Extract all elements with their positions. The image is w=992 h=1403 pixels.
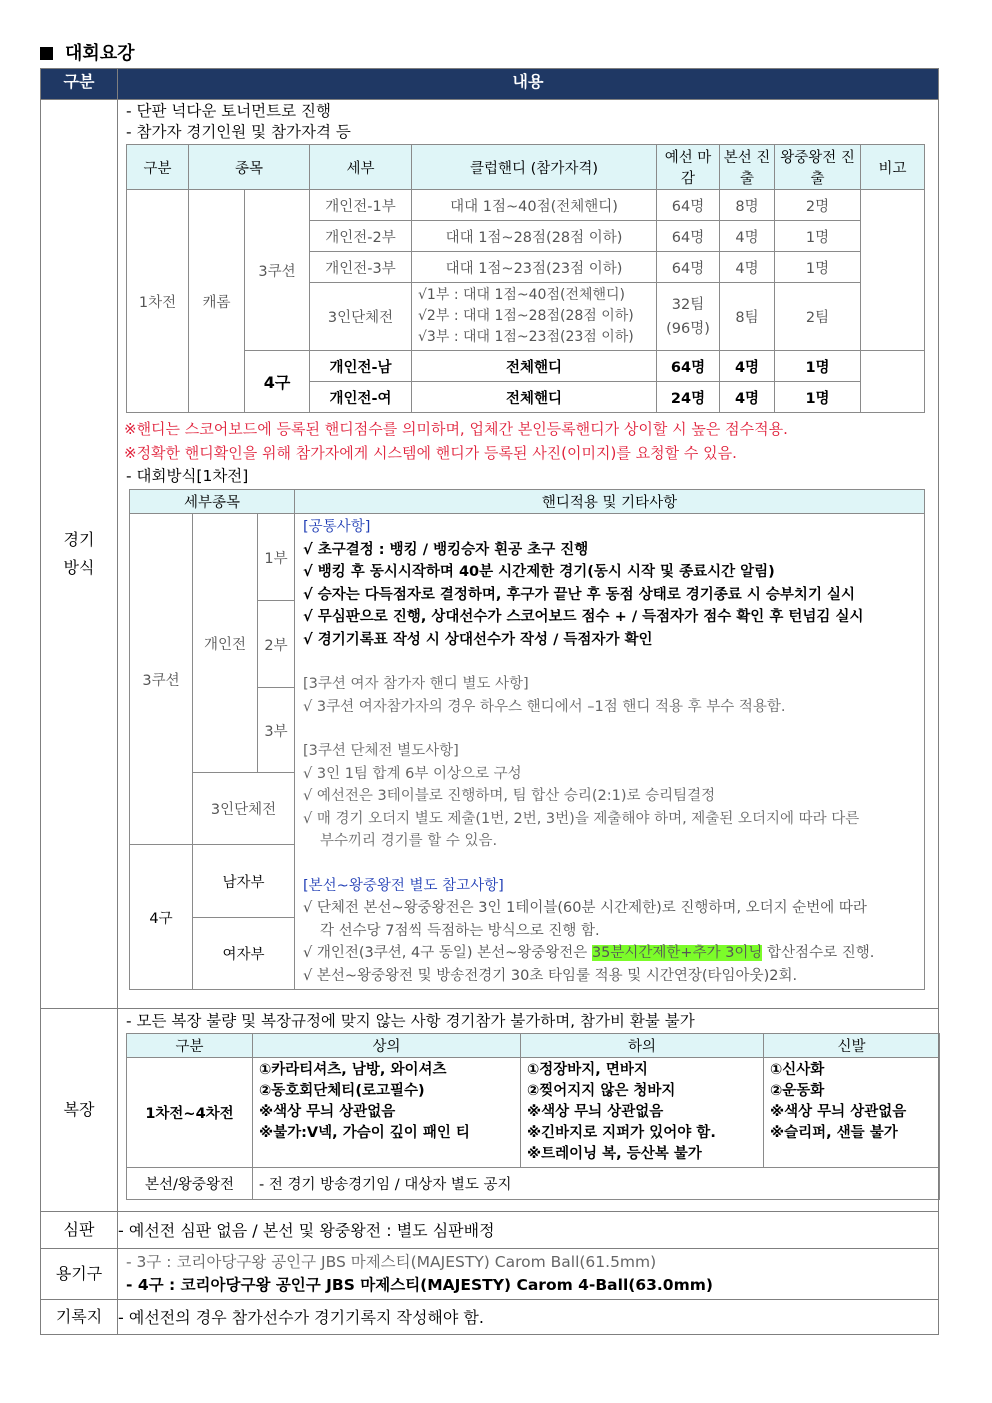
final-cell: 8팀 [720,283,775,351]
cushion3-cell: 3쿠션 [130,514,193,845]
th-king: 왕중왕전 진출 [775,145,861,190]
common-title: [공통사항] [303,519,371,535]
final-rule-text: 합산점수로 진행. [762,945,875,961]
game-row [41,100,939,1009]
method-th-rules: 핸디적용 및 기타사항 [295,490,925,514]
detail-cell: 3인단체전 [310,283,412,351]
th-final: 본선 진출 [720,145,775,190]
event-cell: 캐롬 [189,190,245,413]
final-cell: 4명 [720,351,775,382]
dress-final-label: 본선/왕중왕전 [127,1168,253,1200]
section-title-text: 대회요강 [65,43,135,64]
method-table [129,489,925,990]
header-col2: 내용 [118,69,939,100]
common-rule: √ 무심판으로 진행, 상대선수가 스코어보드 점수 + / 득점자가 점수 확인 후 턴넘김 실시 [303,609,864,625]
referee-label: 심판 [41,1212,118,1249]
qual-cell: 전체핸디 [412,351,657,382]
square-bullet-icon [40,47,53,60]
th-event: 종목 [189,145,310,190]
main-table [40,68,939,1335]
dress-th-division: 구분 [127,1034,253,1058]
shoes-cell [764,1058,940,1168]
equipment-label: 용기구 [41,1249,118,1300]
qual-cell: 대대 1점~28점(28점 이하) [412,221,657,252]
top-cell [253,1058,521,1168]
deadline-cell: 24명 [657,382,720,413]
division-cell: 1부 [258,514,295,601]
dress-th-shoes: 신발 [764,1034,940,1058]
shoes-item: ①신사화 [770,1062,825,1078]
division-cell: 2부 [258,601,295,688]
intro-line-1: - 단판 넉다운 토너먼트로 진행 [126,102,331,120]
common-rule: √ 승자는 다득점자로 결정하며, 후구가 끝난 후 동점 상태로 경기종료 시 승부치기 실시 [303,586,856,603]
method-header-row [130,490,925,514]
final-rule-text: √ 개인전(3쿠션, 4구 동일) 본선~왕중왕전은 [303,945,592,961]
record-text: - 예선전의 경우 참가선수가 경기기록지 작성해야 함. [118,1300,939,1335]
cushion3-cell: 3쿠션 [245,190,310,351]
top-item: ※색상 무늬 상관없음 [259,1104,396,1120]
common-rule: √ 뱅킹 후 동시시작하며 40분 시간제한 경기(동시 시작 및 종료시간 알림) [303,564,775,580]
team-rule: √ 3인 1팀 합계 6부 이상으로 구성 [303,765,522,782]
final-cell: 4명 [720,221,775,252]
dress-row [41,1009,939,1212]
page [40,40,938,1335]
men-cell: 남자부 [193,845,295,918]
highlighted-time-rule: 35분시간제한+추가 3이닝 [591,945,763,961]
final-rule [303,942,920,965]
team3-cell: 3인단체전 [193,773,295,845]
equipment-3ball: - 3구 : 코리아당구왕 공인구 JBS 마제스티(MAJESTY) Carom Ball(61.5mm) [126,1253,657,1271]
final-rule: √ 본선~왕중왕전 및 방송전경기 30초 타임룰 적용 및 시간연장(타임아웃)2회. [303,967,798,984]
king-cell: 1명 [775,351,861,382]
top-item: ①카라티셔츠, 남방, 와이셔츠 [259,1062,447,1078]
th-handicap: 클럽핸디 (참가자격) [412,145,657,190]
referee-row [41,1212,939,1249]
section-title [40,40,938,68]
deadline-cell: 64명 [657,351,720,382]
qual-line: √1부 : 대대 1점~40점(전체핸디) [418,287,626,303]
deadline-cell: 64명 [657,221,720,252]
team-rule: 부수끼리 경기를 할 수 있음. [320,833,498,849]
ball4-cell: 4구 [245,351,310,413]
final-rule: 각 선수당 7점씩 득점하는 방식으로 진행 함. [320,922,600,939]
detail-cell: 개인전-1부 [310,190,412,221]
note-cell [861,190,925,351]
king-cell: 1명 [775,221,861,252]
qual-cell: 대대 1점~23점(23점 이하) [412,252,657,283]
individual-cell: 개인전 [193,514,258,773]
ball4-cell: 4구 [130,845,193,990]
team-title: [3쿠션 단체전 별도사항] [303,743,459,759]
dress-header-row [127,1034,940,1058]
detail-cell: 개인전-여 [310,382,412,413]
king-cell: 1명 [775,382,861,413]
top-item: ②동호회단체티(로고필수) [259,1083,425,1099]
participants-table [126,144,925,413]
participants-header-row [127,145,925,190]
dress-label: 복장 [41,1009,118,1212]
bottom-item: ※트레이닝 복, 등산복 불가 [527,1146,702,1162]
king-cell: 2팀 [775,283,861,351]
common-rule: √ 초구결정 : 뱅킹 / 뱅킹승자 흰공 초구 진행 [303,541,589,558]
deadline-cell: 64명 [657,252,720,283]
note-cell [861,351,925,413]
final-cell: 4명 [720,382,775,413]
detail-cell: 개인전-2부 [310,221,412,252]
game-label: 경기 방식 [41,100,118,1009]
women-title: [3쿠션 여자 참가자 핸디 별도 사항] [303,676,529,692]
final-cell: 8명 [720,190,775,221]
round-cell: 1차전 [127,190,189,413]
record-row [41,1300,939,1335]
shoes-item: ②운동화 [770,1083,825,1099]
method-row [130,514,925,601]
referee-text: - 예선전 심판 없음 / 본선 및 왕중왕전 : 별도 심판배정 [118,1212,939,1249]
dress-intro: - 모든 복장 불량 및 복장규정에 맞지 않는 사항 경기참가 불가하며, 참가비 환불 불가 [126,1012,695,1030]
bottom-item: ※긴바지로 지퍼가 있어야 함. [527,1125,716,1141]
deadline-cell [657,283,720,351]
qual-cell: 대대 1점~40점(전체핸디) [412,190,657,221]
women-cell: 여자부 [193,918,295,990]
final-title: [본선~왕중왕전 별도 참고사항] [303,877,504,894]
th-detail: 세부 [310,145,412,190]
header-col1: 구분 [41,69,118,100]
equipment-content [118,1249,939,1300]
dress-final-text: - 전 경기 방송경기임 / 대상자 별도 공지 [253,1168,940,1200]
qual-line: √3부 : 대대 1점~23점(23점 이하) [418,329,634,345]
equipment-row [41,1249,939,1300]
bottom-cell [521,1058,764,1168]
method-label: - 대회방식[1차전] [126,467,249,485]
qual-cell: 전체핸디 [412,382,657,413]
dress-th-bottom: 하의 [521,1034,764,1058]
equipment-4ball: - 4구 : 코리아당구왕 공인구 JBS 마제스티(MAJESTY) Carom 4-Ball(63.0mm) [126,1276,713,1294]
detail-cell: 개인전-3부 [310,252,412,283]
game-content [118,100,939,1009]
record-label: 기록지 [41,1300,118,1335]
bottom-item: ※색상 무늬 상관없음 [527,1104,664,1120]
handicap-note-2: ※정확한 핸디확인을 위해 참가자에게 시스템에 핸디가 등록된 사진(이미지)를 요청할 수 있음. [124,444,737,462]
main-header-row [41,69,939,100]
th-note: 비고 [861,145,925,190]
team-rule: √ 매 경기 오더지 별도 제출(1번, 2번, 3번)을 제출해야 하며, 제출된 오더지에 따라 다른 [303,810,860,827]
deadline-cell: 64명 [657,190,720,221]
th-deadline: 예선 마감 [657,145,720,190]
team-rule: √ 예선전은 3테이블로 진행하며, 팀 합산 승리(2:1)로 승리팀결정 [303,788,716,804]
intro-line-2: - 참가자 경기인원 및 참가자격 등 [126,123,351,141]
dress-table [126,1033,940,1200]
king-cell: 1명 [775,252,861,283]
shoes-item: ※색상 무늬 상관없음 [770,1104,907,1120]
dress-round-label: 1차전~4차전 [127,1058,253,1168]
table-row [127,351,925,382]
dress-row-final [127,1168,940,1200]
detail-cell: 개인전-남 [310,351,412,382]
dress-content [118,1009,939,1212]
dress-row-main [127,1058,940,1168]
bottom-item: ②찢어지지 않은 청바지 [527,1083,676,1099]
rules-cell [295,514,925,990]
method-th-sub: 세부종목 [130,490,295,514]
dress-th-top: 상의 [253,1034,521,1058]
th-division: 구분 [127,145,189,190]
final-cell: 4명 [720,252,775,283]
king-cell: 2명 [775,190,861,221]
deadline-people: (96명) [666,320,710,337]
table-row [127,190,925,221]
division-cell: 3부 [258,688,295,773]
bottom-item: ①정장바지, 면바지 [527,1062,648,1078]
deadline-teams: 32팀 [671,296,705,313]
women-rule: √ 3쿠션 여자참가자의 경우 하우스 핸디에서 –1점 핸디 적용 후 부수 적용함. [303,698,786,715]
top-item: ※불가:V넥, 가슴이 깊이 패인 티 [259,1125,470,1141]
handicap-note-1: ※핸디는 스코어보드에 등록된 핸디점수를 의미하며, 업체간 본인등록핸디가 상이할 시 높은 점수적용. [124,420,788,438]
common-rule: √ 경기기록표 작성 시 상대선수가 작성 / 득점자가 확인 [303,631,653,648]
final-rule: √ 단체전 본선~왕중왕전은 3인 1테이블(60분 시간제한)로 진행하며, 오더지 순번에 따라 [303,900,867,916]
qual-line: √2부 : 대대 1점~28점(28점 이하) [418,308,634,324]
qual-cell [412,283,657,351]
shoes-item: ※슬리퍼, 샌들 불가 [770,1125,898,1141]
